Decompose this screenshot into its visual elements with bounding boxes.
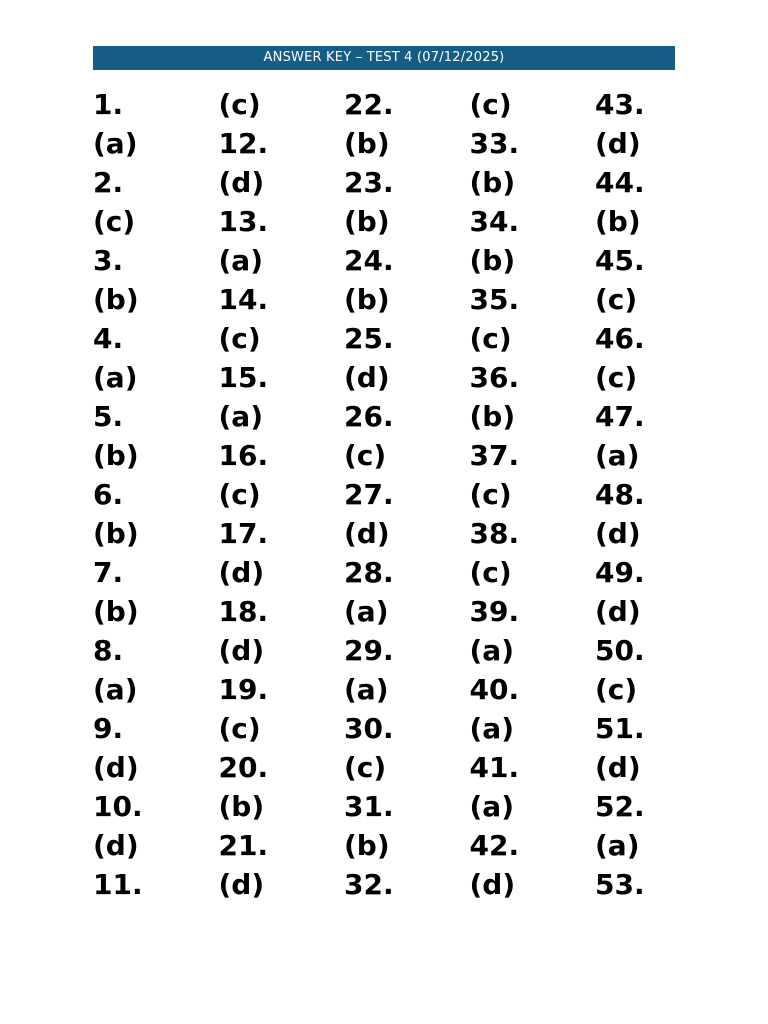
answer-key-cell: 39. (469, 595, 520, 628)
answer-key-cell: 4. (93, 322, 124, 355)
answer-key-cell: (b) (469, 166, 516, 199)
answer-key-cell: (c) (469, 88, 512, 121)
answer-key-cell: 44. (595, 166, 645, 199)
answer-key-cell: 11. (93, 868, 143, 901)
answer-key-cell: (a) (595, 829, 640, 862)
answer-key-cell: 3. (93, 244, 124, 277)
answer-key-cell: (d) (595, 127, 641, 160)
answer-key-cell: (b) (93, 595, 139, 628)
answer-key-cell: 13. (218, 205, 269, 238)
answer-key-cell: (a) (469, 790, 514, 823)
answer-key-cell: (d) (595, 517, 641, 550)
answer-key-cell: (c) (218, 478, 261, 511)
answer-key-grid (93, 85, 723, 904)
answer-key-cell: 33. (469, 127, 520, 160)
answer-key-cell: 7. (93, 556, 124, 589)
answer-key-cell: 19. (218, 673, 269, 706)
answer-key-cell: 50. (595, 634, 645, 667)
answer-key-cell: (a) (93, 127, 138, 160)
answer-key-cell: 47. (595, 400, 645, 433)
answer-key-cell: 1. (93, 88, 124, 121)
answer-key-cell: (b) (344, 829, 390, 862)
answer-key-cell: 21. (218, 829, 269, 862)
answer-key-cell: (b) (93, 283, 139, 316)
answer-key-cell: (d) (469, 868, 516, 901)
answer-key-cell: (d) (595, 595, 641, 628)
answer-key-cell: (b) (469, 400, 516, 433)
answer-key-cell: (a) (344, 673, 389, 706)
answer-key-cell: 36. (469, 361, 520, 394)
answer-key-cell: 10. (93, 790, 143, 823)
answer-key-cell: (b) (344, 127, 390, 160)
answer-key-cell: (c) (218, 322, 261, 355)
answer-key-cell: 18. (218, 595, 269, 628)
answer-key-cell: 27. (344, 478, 394, 511)
answer-key-cell: (a) (469, 712, 514, 745)
answer-key-cell: 35. (469, 283, 520, 316)
answer-key-cell: (c) (595, 361, 638, 394)
answer-key-cell: (c) (218, 88, 261, 121)
answer-key-cell: (c) (595, 283, 638, 316)
answer-key-cell: (c) (469, 322, 512, 355)
answer-key-cell: 49. (595, 556, 645, 589)
answer-key-cell: 26. (344, 400, 394, 433)
answer-key-header: ANSWER KEY – TEST 4 (07/12/2025) (93, 46, 675, 70)
answer-key-cell: 30. (344, 712, 394, 745)
answer-key-cell: (c) (469, 556, 512, 589)
answer-key-cell: 52. (595, 790, 645, 823)
answer-key-cell: 5. (93, 400, 124, 433)
answer-key-cell: (d) (93, 829, 139, 862)
answer-key-cell: (a) (218, 400, 263, 433)
answer-key-cell: (a) (344, 595, 389, 628)
answer-key-cell: (c) (469, 478, 512, 511)
answer-key-cell: (d) (595, 751, 641, 784)
answer-key-cell: (a) (469, 634, 514, 667)
answer-key-cell: (b) (93, 439, 139, 472)
answer-key-cell: (d) (218, 166, 265, 199)
answer-key-cell: 40. (469, 673, 520, 706)
answer-key-cell: (d) (218, 868, 265, 901)
answer-key-cell: (b) (469, 244, 516, 277)
answer-key-cell: (b) (93, 517, 139, 550)
answer-key-cell: 37. (469, 439, 520, 472)
answer-key-cell: 6. (93, 478, 124, 511)
answer-key-cell: 24. (344, 244, 394, 277)
answer-key-cell: 32. (344, 868, 394, 901)
answer-key-cell: (c) (344, 751, 387, 784)
answer-key-cell: 29. (344, 634, 394, 667)
answer-key-cell: 28. (344, 556, 394, 589)
answer-key-cell: 41. (469, 751, 520, 784)
answer-key-cell: 42. (469, 829, 520, 862)
answer-key-cell: 8. (93, 634, 124, 667)
answer-key-cell: (d) (218, 634, 265, 667)
answer-key-cell: (a) (93, 361, 138, 394)
answer-key-cell: 38. (469, 517, 520, 550)
answer-key-cell: 23. (344, 166, 394, 199)
answer-key-cell: 25. (344, 322, 394, 355)
answer-key-cell: 12. (218, 127, 269, 160)
answer-key-cell: 22. (344, 88, 394, 121)
answer-key-cell: 2. (93, 166, 124, 199)
answer-key-cell: (d) (93, 751, 139, 784)
answer-key-cell: (d) (344, 361, 390, 394)
answer-key-cell: 16. (218, 439, 269, 472)
answer-key-cell: (b) (344, 205, 390, 238)
answer-key-cell: (b) (344, 283, 390, 316)
answer-key-cell: (b) (218, 790, 265, 823)
answer-key-cell: 14. (218, 283, 269, 316)
answer-key-cell: (c) (93, 205, 136, 238)
answer-key-cell: (c) (344, 439, 387, 472)
answer-key-cell: (a) (93, 673, 138, 706)
answer-key-cell: 15. (218, 361, 269, 394)
answer-key-cell: (a) (218, 244, 263, 277)
answer-key-cell: 45. (595, 244, 645, 277)
answer-key-cell: 53. (595, 868, 645, 901)
answer-key-cell: (c) (595, 673, 638, 706)
answer-key-cell: 31. (344, 790, 394, 823)
answer-key-cell: (c) (218, 712, 261, 745)
answer-key-cell: 20. (218, 751, 269, 784)
answer-key-cell: 46. (595, 322, 645, 355)
answer-key-cell: 34. (469, 205, 520, 238)
answer-key-cell: (a) (595, 439, 640, 472)
answer-key-cell: (b) (595, 205, 641, 238)
answer-key-cell: (d) (344, 517, 390, 550)
answer-key-cell: 9. (93, 712, 124, 745)
answer-key-cell: (d) (218, 556, 265, 589)
answer-key-cell: 43. (595, 88, 645, 121)
answer-key-cell: 48. (595, 478, 645, 511)
answer-key-cell: 17. (218, 517, 269, 550)
answer-key-cell: 51. (595, 712, 645, 745)
